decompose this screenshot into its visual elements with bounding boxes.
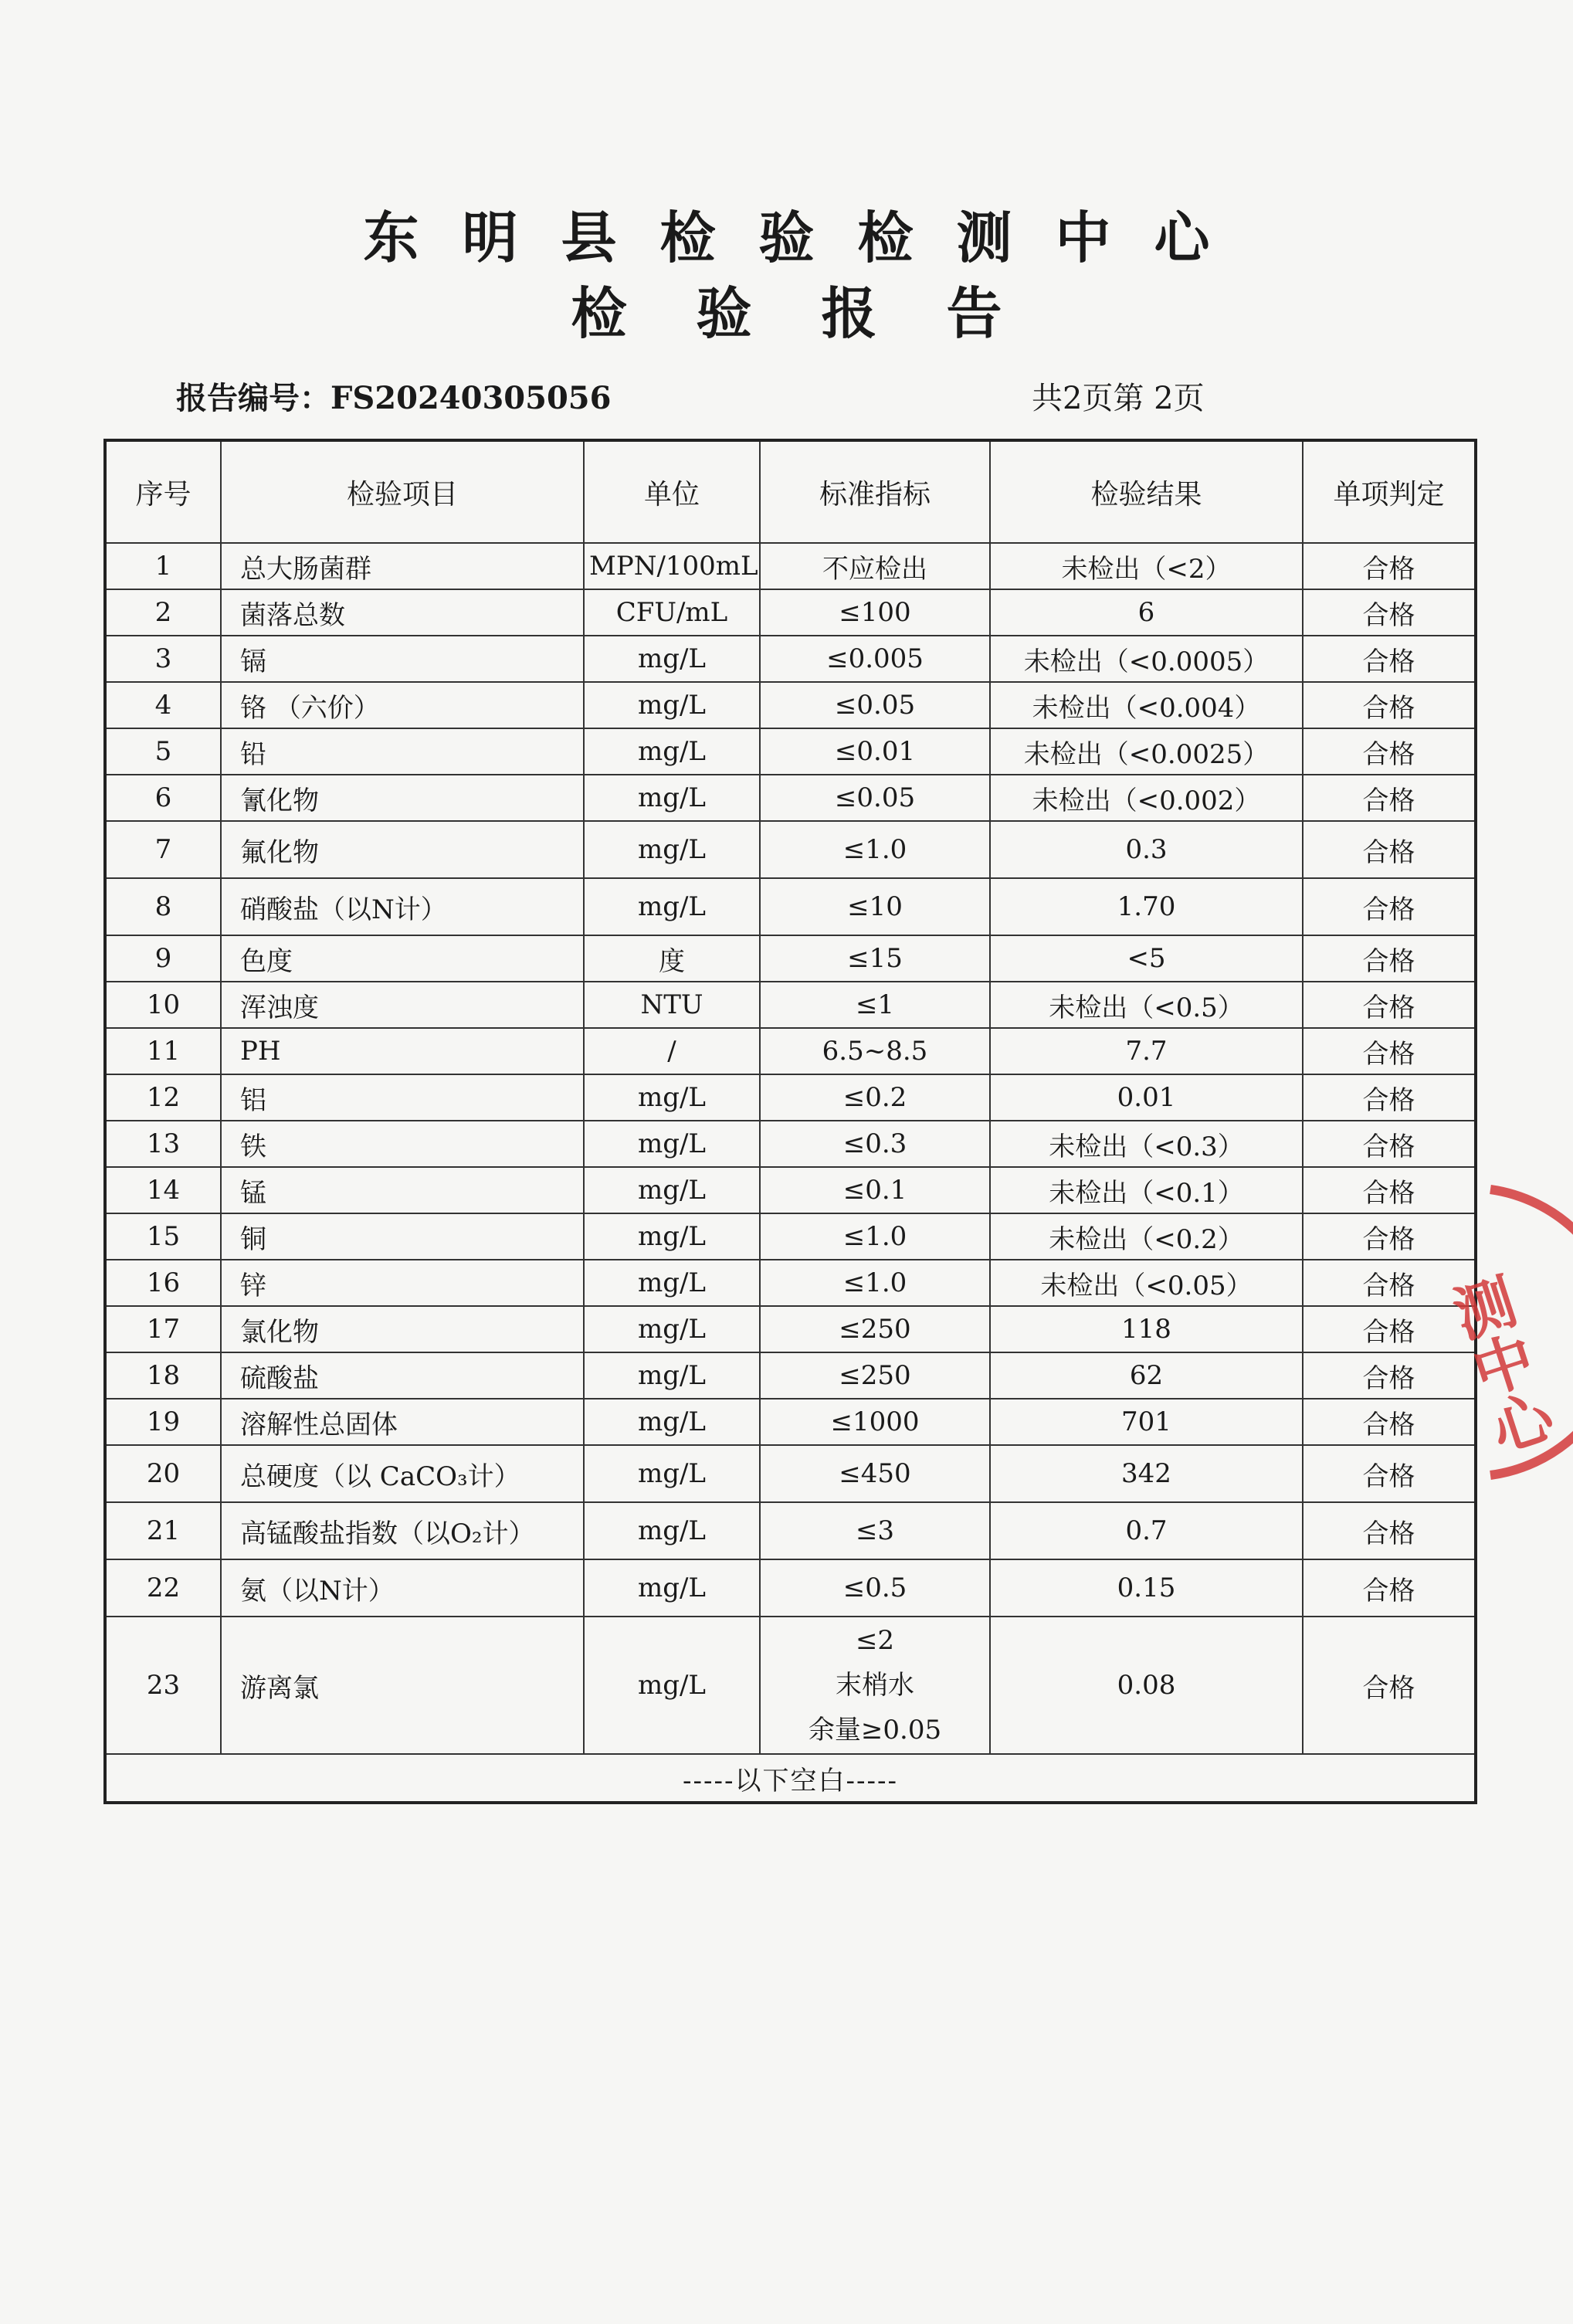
cell-no: 19 — [105, 1399, 221, 1445]
col-header-result: 检验结果 — [990, 440, 1303, 543]
cell-standard: ≤0.2 — [760, 1074, 990, 1121]
cell-standard: ≤1000 — [760, 1399, 990, 1445]
cell-result: 未检出（<0.3） — [990, 1121, 1303, 1167]
cell-standard: 6.5~8.5 — [760, 1028, 990, 1074]
col-header-no: 序号 — [105, 440, 221, 543]
cell-judgment: 合格 — [1303, 821, 1476, 878]
cell-unit: mg/L — [584, 1260, 760, 1306]
table-row — [105, 728, 1476, 775]
cell-judgment: 合格 — [1303, 728, 1476, 775]
cell-result: 未检出（<2） — [990, 543, 1303, 589]
cell-no: 8 — [105, 878, 221, 935]
cell-result: 未检出（<0.0025） — [990, 728, 1303, 775]
col-header-judgment: 单项判定 — [1303, 440, 1476, 543]
cell-unit: 度 — [584, 935, 760, 982]
cell-item: 游离氯 — [221, 1617, 584, 1754]
table-row — [105, 1559, 1476, 1617]
cell-standard: ≤100 — [760, 589, 990, 636]
cell-no: 11 — [105, 1028, 221, 1074]
table-row — [105, 1028, 1476, 1074]
table-row — [105, 1399, 1476, 1445]
table-row — [105, 821, 1476, 878]
table-row — [105, 636, 1476, 682]
cell-unit: mg/L — [584, 878, 760, 935]
table-row — [105, 589, 1476, 636]
cell-result: 1.70 — [990, 878, 1303, 935]
cell-result: 未检出（<0.0005） — [990, 636, 1303, 682]
table-row — [105, 1502, 1476, 1559]
cell-unit: mg/L — [584, 1399, 760, 1445]
cell-no: 12 — [105, 1074, 221, 1121]
cell-no: 15 — [105, 1213, 221, 1260]
table-row — [105, 982, 1476, 1028]
cell-judgment: 合格 — [1303, 1617, 1476, 1754]
cell-item: 镉 — [221, 636, 584, 682]
cell-item: 硫酸盐 — [221, 1352, 584, 1399]
cell-no: 23 — [105, 1617, 221, 1754]
cell-result: <5 — [990, 935, 1303, 982]
cell-result: 0.7 — [990, 1502, 1303, 1559]
cell-item: PH — [221, 1028, 584, 1074]
red-seal-stamp — [1436, 1166, 1573, 1491]
cell-standard — [760, 1617, 990, 1754]
cell-unit: mg/L — [584, 1617, 760, 1754]
doc-title: 检验报告 — [571, 280, 1072, 346]
cell-unit: mg/L — [584, 775, 760, 821]
cell-judgment: 合格 — [1303, 682, 1476, 728]
cell-no: 3 — [105, 636, 221, 682]
cell-no: 16 — [105, 1260, 221, 1306]
cell-item: 铅 — [221, 728, 584, 775]
table-row — [105, 878, 1476, 935]
cell-standard: ≤450 — [760, 1445, 990, 1502]
cell-result: 未检出（<0.004） — [990, 682, 1303, 728]
cell-standard: 不应检出 — [760, 543, 990, 589]
table-header-row — [105, 440, 1476, 543]
standard-line: 余量≥0.05 — [808, 1715, 942, 1746]
cell-standard: ≤0.1 — [760, 1167, 990, 1213]
cell-item: 硝酸盐（以N计） — [221, 878, 584, 935]
report-number — [176, 374, 611, 418]
cell-unit: mg/L — [584, 1074, 760, 1121]
cell-judgment: 合格 — [1303, 1213, 1476, 1260]
cell-standard: ≤1 — [760, 982, 990, 1028]
table-row — [105, 1306, 1476, 1352]
cell-unit: mg/L — [584, 1502, 760, 1559]
cell-unit: mg/L — [584, 1167, 760, 1213]
cell-unit: mg/L — [584, 821, 760, 878]
cell-unit: NTU — [584, 982, 760, 1028]
cell-result: 0.01 — [990, 1074, 1303, 1121]
table-row — [105, 775, 1476, 821]
cell-no: 20 — [105, 1445, 221, 1502]
cell-no: 1 — [105, 543, 221, 589]
cell-unit: mg/L — [584, 728, 760, 775]
cell-judgment: 合格 — [1303, 1399, 1476, 1445]
table-row — [105, 543, 1476, 589]
cell-result: 未检出（<0.5） — [990, 982, 1303, 1028]
table-row — [105, 1213, 1476, 1260]
cell-no: 7 — [105, 821, 221, 878]
cell-result: 未检出（<0.002） — [990, 775, 1303, 821]
cell-result: 0.3 — [990, 821, 1303, 878]
cell-unit: MPN/100mL — [584, 543, 760, 589]
cell-standard: ≤0.005 — [760, 636, 990, 682]
cell-judgment: 合格 — [1303, 1121, 1476, 1167]
cell-no: 18 — [105, 1352, 221, 1399]
cell-judgment: 合格 — [1303, 775, 1476, 821]
cell-judgment: 合格 — [1303, 1502, 1476, 1559]
cell-result: 701 — [990, 1399, 1303, 1445]
table-row — [105, 1121, 1476, 1167]
cell-result: 未检出（<0.05） — [990, 1260, 1303, 1306]
cell-item: 锰 — [221, 1167, 584, 1213]
cell-judgment: 合格 — [1303, 935, 1476, 982]
cell-standard: ≤0.3 — [760, 1121, 990, 1167]
cell-unit: CFU/mL — [584, 589, 760, 636]
cell-standard: ≤0.05 — [760, 775, 990, 821]
cell-item: 铬 （六价） — [221, 682, 584, 728]
blank-row — [105, 1754, 1476, 1803]
blank-note: -----以下空白----- — [105, 1754, 1476, 1803]
col-header-item: 检验项目 — [221, 440, 584, 543]
cell-no: 10 — [105, 982, 221, 1028]
standard-line: 末梢水 — [836, 1670, 914, 1701]
cell-judgment: 合格 — [1303, 1260, 1476, 1306]
cell-standard: ≤250 — [760, 1306, 990, 1352]
cell-no: 9 — [105, 935, 221, 982]
cell-unit: mg/L — [584, 1352, 760, 1399]
cell-unit: mg/L — [584, 1121, 760, 1167]
seal-text: 测中心 — [1436, 1268, 1560, 1463]
cell-standard: ≤15 — [760, 935, 990, 982]
cell-item: 铁 — [221, 1121, 584, 1167]
cell-judgment: 合格 — [1303, 1559, 1476, 1617]
cell-judgment: 合格 — [1303, 982, 1476, 1028]
cell-standard: ≤0.01 — [760, 728, 990, 775]
cell-no: 4 — [105, 682, 221, 728]
cell-judgment: 合格 — [1303, 1167, 1476, 1213]
report-number-value: FS20240305056 — [331, 380, 612, 416]
page-info: 共2页第 2页 — [1032, 381, 1205, 416]
cell-item: 氰化物 — [221, 775, 584, 821]
cell-judgment: 合格 — [1303, 543, 1476, 589]
cell-item: 氯化物 — [221, 1306, 584, 1352]
cell-item: 总大肠菌群 — [221, 543, 584, 589]
table-row — [105, 1167, 1476, 1213]
cell-judgment: 合格 — [1303, 1074, 1476, 1121]
cell-item: 总硬度（以 CaCO₃计） — [221, 1445, 584, 1502]
cell-standard: ≤1.0 — [760, 1213, 990, 1260]
table-row-23 — [105, 1617, 1476, 1754]
cell-judgment: 合格 — [1303, 589, 1476, 636]
cell-judgment: 合格 — [1303, 878, 1476, 935]
cell-judgment: 合格 — [1303, 1445, 1476, 1502]
col-header-unit: 单位 — [584, 440, 760, 543]
cell-standard: ≤10 — [760, 878, 990, 935]
cell-item: 铝 — [221, 1074, 584, 1121]
cell-unit: mg/L — [584, 1213, 760, 1260]
table-row — [105, 1352, 1476, 1399]
cell-judgment: 合格 — [1303, 1306, 1476, 1352]
cell-unit: mg/L — [584, 1445, 760, 1502]
cell-result: 62 — [990, 1352, 1303, 1399]
cell-judgment: 合格 — [1303, 1028, 1476, 1074]
cell-item: 铜 — [221, 1213, 584, 1260]
cell-item: 氨（以N计） — [221, 1559, 584, 1617]
cell-standard: ≤250 — [760, 1352, 990, 1399]
cell-judgment: 合格 — [1303, 1352, 1476, 1399]
standard-line: ≤2 — [855, 1625, 895, 1656]
org-title: 东明县检验检测中心 — [363, 205, 1253, 270]
results-table — [103, 439, 1477, 1804]
cell-unit: mg/L — [584, 1306, 760, 1352]
cell-result: 0.08 — [990, 1617, 1303, 1754]
report-number-label: 报告编号： — [176, 380, 331, 416]
table-row — [105, 1445, 1476, 1502]
table-row — [105, 1074, 1476, 1121]
cell-standard: ≤3 — [760, 1502, 990, 1559]
cell-unit: mg/L — [584, 1559, 760, 1617]
cell-item: 氟化物 — [221, 821, 584, 878]
cell-unit: / — [584, 1028, 760, 1074]
cell-no: 17 — [105, 1306, 221, 1352]
cell-item: 溶解性总固体 — [221, 1399, 584, 1445]
table-row — [105, 682, 1476, 728]
cell-standard: ≤0.05 — [760, 682, 990, 728]
cell-standard: ≤1.0 — [760, 821, 990, 878]
cell-result: 118 — [990, 1306, 1303, 1352]
cell-item: 浑浊度 — [221, 982, 584, 1028]
cell-item: 菌落总数 — [221, 589, 584, 636]
cell-judgment: 合格 — [1303, 636, 1476, 682]
cell-result: 未检出（<0.1） — [990, 1167, 1303, 1213]
cell-unit: mg/L — [584, 682, 760, 728]
cell-standard: ≤0.5 — [760, 1559, 990, 1617]
col-header-standard: 标准指标 — [760, 440, 990, 543]
table-row — [105, 1260, 1476, 1306]
cell-no: 2 — [105, 589, 221, 636]
cell-no: 13 — [105, 1121, 221, 1167]
cell-standard: ≤1.0 — [760, 1260, 990, 1306]
cell-result: 6 — [990, 589, 1303, 636]
table-row — [105, 935, 1476, 982]
cell-unit: mg/L — [584, 636, 760, 682]
cell-item: 锌 — [221, 1260, 584, 1306]
cell-item: 色度 — [221, 935, 584, 982]
cell-no: 21 — [105, 1502, 221, 1559]
cell-no: 5 — [105, 728, 221, 775]
cell-result: 未检出（<0.2） — [990, 1213, 1303, 1260]
cell-result: 7.7 — [990, 1028, 1303, 1074]
cell-item: 高锰酸盐指数（以O₂计） — [221, 1502, 584, 1559]
cell-result: 0.15 — [990, 1559, 1303, 1617]
cell-no: 14 — [105, 1167, 221, 1213]
cell-result: 342 — [990, 1445, 1303, 1502]
cell-no: 6 — [105, 775, 221, 821]
cell-no: 22 — [105, 1559, 221, 1617]
